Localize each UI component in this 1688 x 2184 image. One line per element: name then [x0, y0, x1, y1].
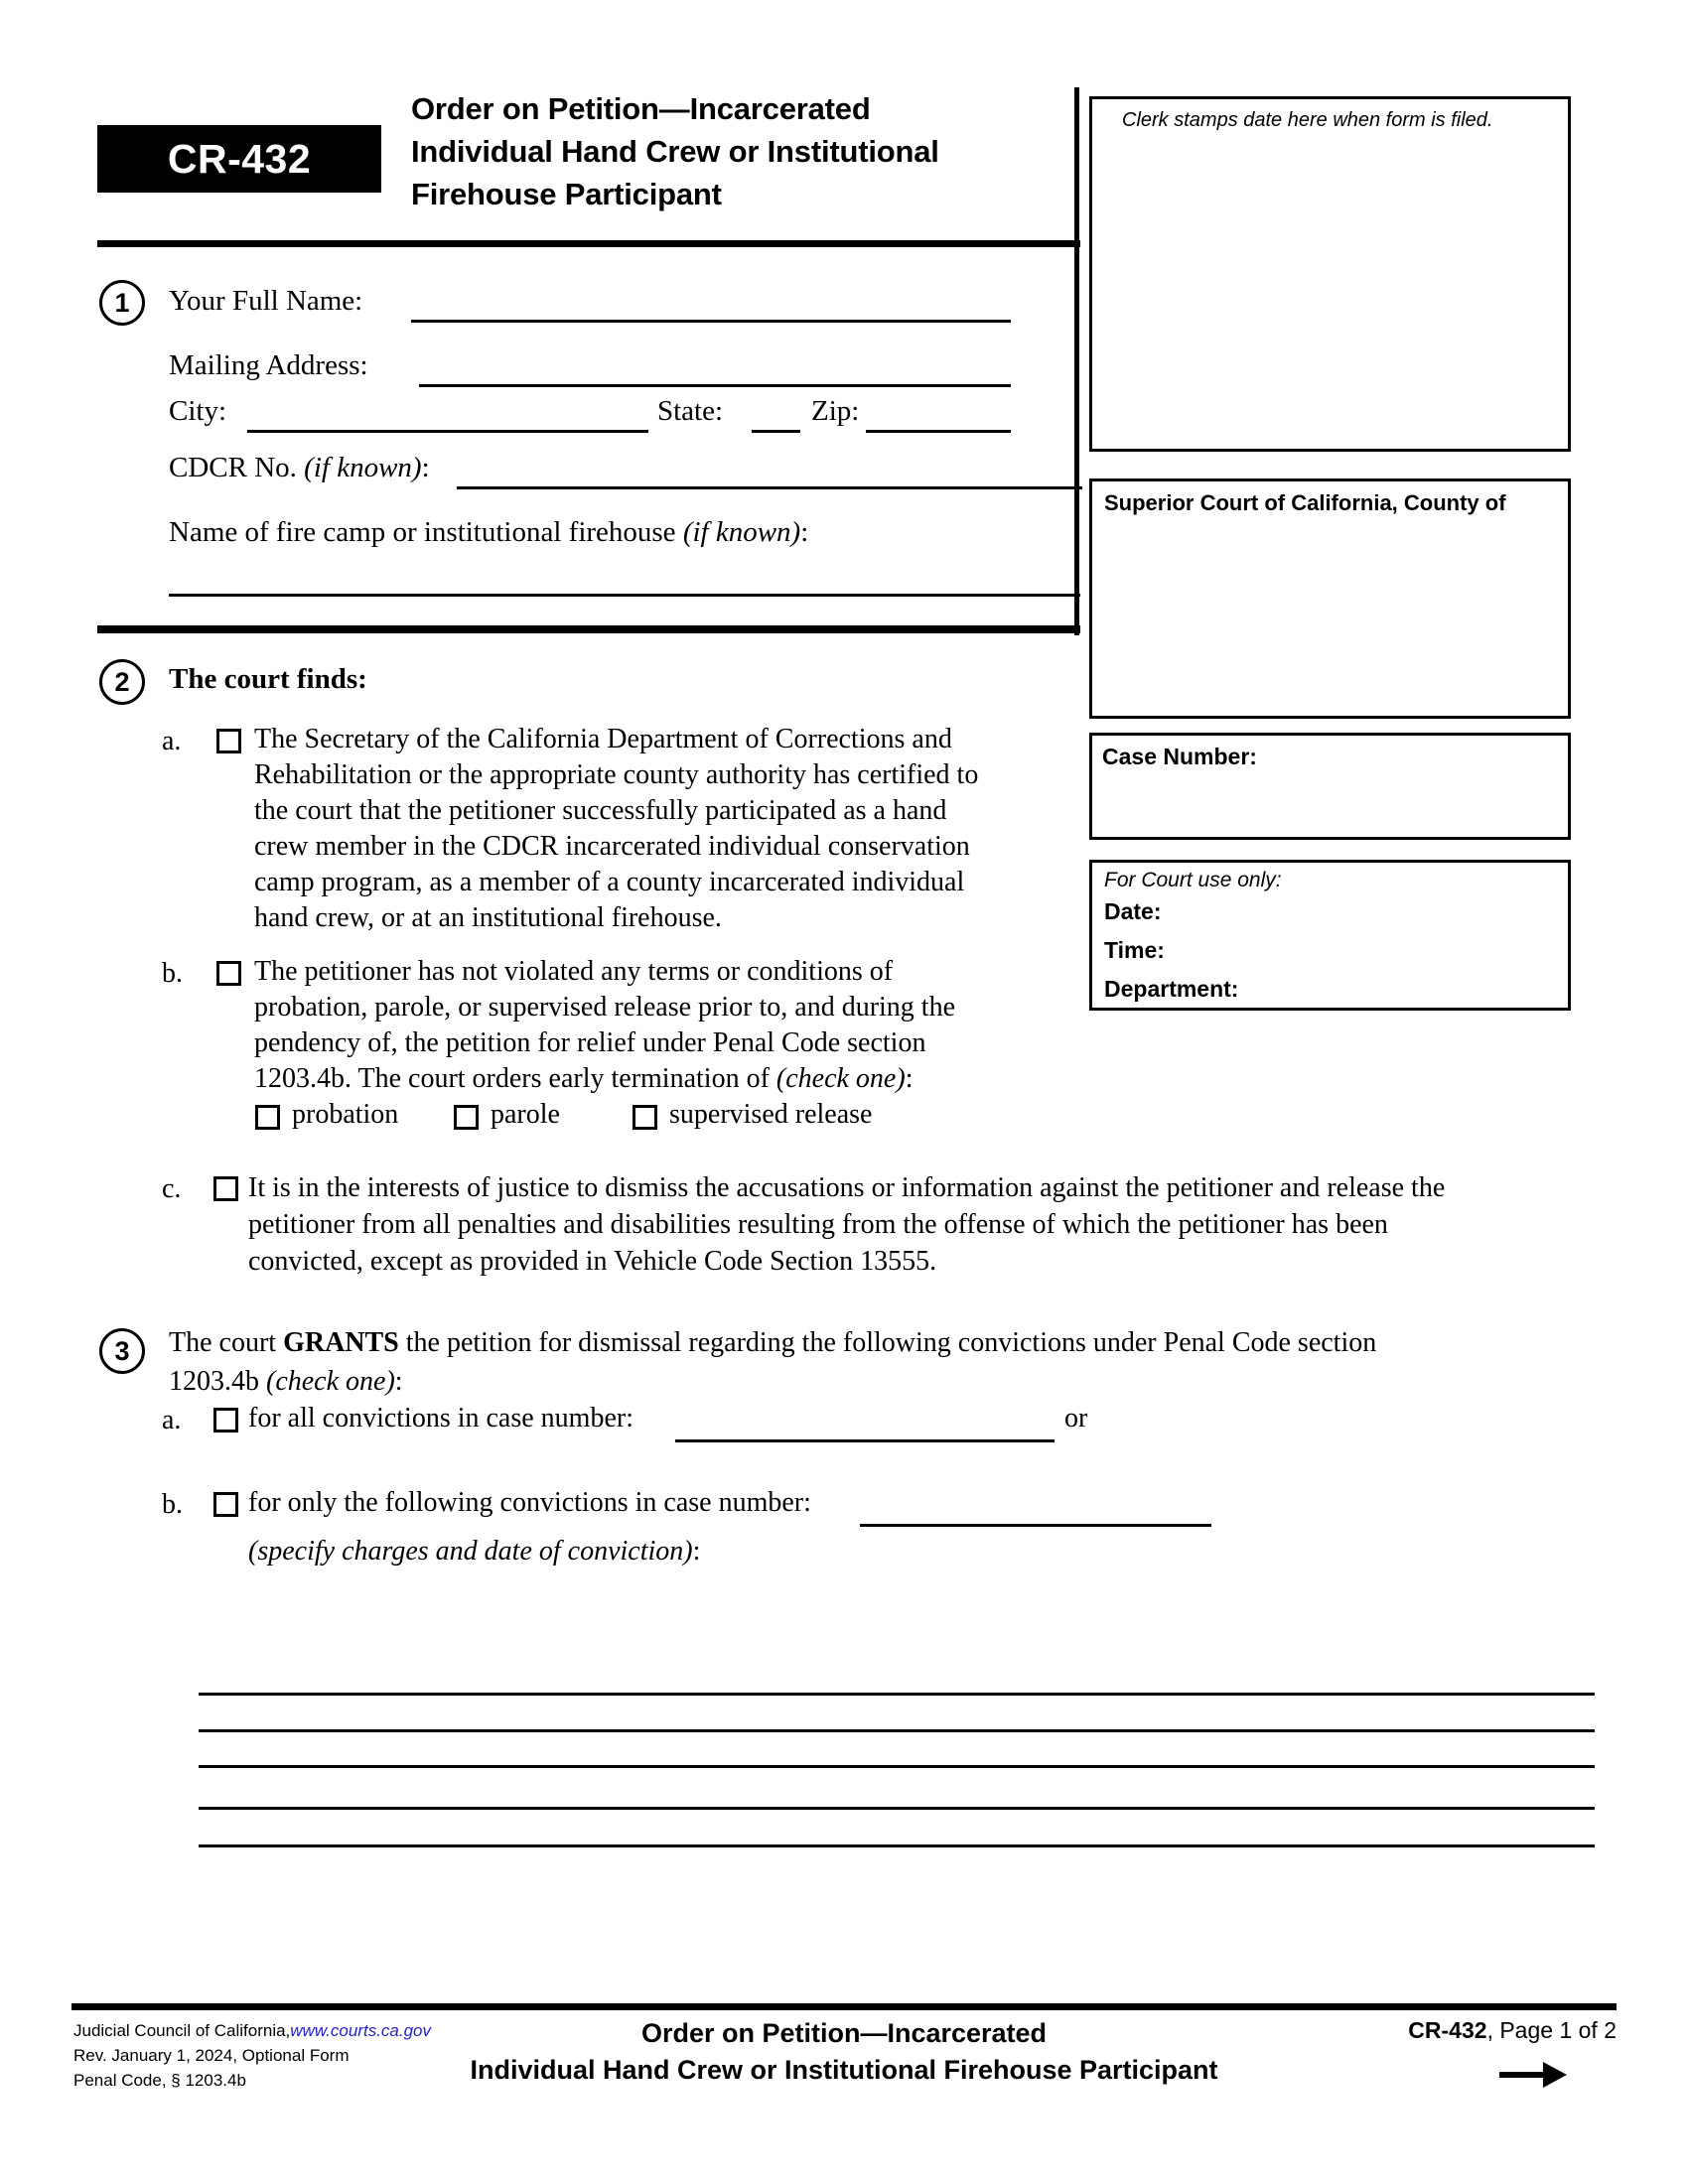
case-number-box[interactable] — [1089, 733, 1571, 840]
item-3-lead-line2-pre: 1203.4b — [169, 1366, 266, 1397]
footer-page-number: , Page 1 of 2 — [1486, 2017, 1617, 2043]
form-title-line-3: Firehouse Participant — [411, 177, 722, 211]
clerk-stamp-label: Clerk stamps date here when form is filed. — [1122, 109, 1493, 131]
cdcr-number-label-text: CDCR No. — [169, 452, 297, 483]
item-2a-line-5: camp program, as a member of a county incarcerated individual — [254, 867, 965, 897]
state-label: State: — [657, 395, 724, 427]
item-3b-specify-note-text: (specify charges and date of conviction) — [248, 1536, 693, 1567]
item-2b-option-parole-label: parole — [491, 1099, 560, 1130]
city-input[interactable] — [247, 430, 648, 433]
form-title-line-2: Individual Hand Crew or Institutional — [411, 134, 939, 169]
footer-page-block — [1301, 2017, 1617, 2044]
fire-camp-colon: : — [800, 516, 809, 548]
item-2b-check-one-colon: : — [905, 1063, 914, 1094]
footer-title-line-2: Individual Hand Crew or Institutional Firehouse Participant — [470, 2055, 1218, 2085]
zip-label: Zip: — [811, 395, 860, 427]
header-divider-rule — [97, 240, 1080, 247]
full-name-label: Your Full Name: — [169, 285, 363, 317]
item-3b-specify-note — [248, 1534, 700, 1570]
zip-input[interactable] — [866, 430, 1011, 433]
footer-divider-rule — [71, 2003, 1617, 2010]
item-2b-option-probation-checkbox[interactable] — [255, 1105, 280, 1130]
item-3b-letter: b. — [162, 1489, 183, 1520]
fire-camp-note: (if known) — [682, 516, 801, 548]
item-3b-blank-line-1[interactable] — [199, 1693, 1595, 1696]
item-3a-case-number-input[interactable] — [675, 1439, 1055, 1442]
footer-revision-line: Rev. January 1, 2024, Optional Form — [73, 2046, 350, 2065]
item-3b-blank-line-3[interactable] — [199, 1765, 1595, 1768]
for-court-use-box — [1089, 860, 1571, 1011]
item-2a-letter: a. — [162, 726, 182, 756]
page-title — [411, 87, 1076, 215]
fire-camp-label — [169, 516, 808, 549]
item-3-lead-line-2 — [169, 1362, 1599, 1401]
clerk-stamp-box — [1089, 96, 1571, 452]
section-divider-rule — [97, 625, 1080, 633]
fire-camp-input[interactable] — [169, 594, 1080, 597]
item-2-heading: The court finds: — [169, 663, 367, 695]
item-3a-text: for all convictions in case number: — [248, 1403, 633, 1433]
item-2a-line-3: the court that the petitioner successfully participated as a hand — [254, 795, 947, 826]
item-3-lead-post: the petition for dismissal regarding the following convictions under Penal Code section — [398, 1327, 1377, 1358]
superior-court-box[interactable] — [1089, 478, 1571, 719]
item-3b-blank-line-2[interactable] — [199, 1729, 1595, 1732]
item-2b-line-3: pendency of, the petition for relief under Penal Code section — [254, 1027, 926, 1058]
mailing-address-label: Mailing Address: — [169, 349, 368, 381]
superior-court-label: Superior Court of California, County of — [1104, 490, 1506, 515]
item-2c-line-1: It is in the interests of justice to dismiss the accusations or information against the petitioner and release the — [248, 1172, 1446, 1203]
case-number-label: Case Number: — [1102, 744, 1257, 769]
item-2b-option-supervised-release-label: supervised release — [669, 1099, 873, 1130]
footer-council-text: Judicial Council of California, — [73, 2021, 291, 2040]
city-label: City: — [169, 395, 227, 427]
item-2a-line-1: The Secretary of the California Department of Corrections and — [254, 724, 952, 754]
item-3a-letter: a. — [162, 1405, 182, 1435]
item-2a-text — [254, 722, 1049, 936]
item-2a-line-2: Rehabilitation or the appropriate county authority has certified to — [254, 759, 979, 790]
item-3-lead-line-1 — [169, 1323, 1599, 1362]
item-3b-case-number-input[interactable] — [860, 1524, 1211, 1527]
column-divider-rule — [1074, 87, 1079, 635]
item-2-number: 2 — [99, 659, 145, 705]
item-2b-text — [254, 954, 1068, 1097]
cdcr-number-label — [169, 452, 430, 484]
item-2c-letter: c. — [162, 1173, 182, 1204]
item-3-lead-text — [169, 1323, 1599, 1401]
courts-website-link[interactable]: www.courts.ca.gov — [290, 2021, 432, 2040]
item-2b-line-2: probation, parole, or supervised release prior to, and during the — [254, 992, 956, 1023]
next-page-arrow-icon — [1497, 2058, 1567, 2092]
court-use-date-label: Date: — [1104, 898, 1162, 924]
item-3a-or-label: or — [1064, 1403, 1088, 1433]
item-2a-line-6: hand crew, or at an institutional firehouse. — [254, 902, 722, 933]
item-2b-option-supervised-release-checkbox[interactable] — [633, 1105, 657, 1130]
footer-statute-line: Penal Code, § 1203.4b — [73, 2071, 246, 2090]
item-3a-checkbox[interactable] — [213, 1408, 238, 1433]
item-2c-checkbox[interactable] — [213, 1176, 238, 1201]
item-2b-line-4-text: 1203.4b. The court orders early termination of — [254, 1063, 776, 1094]
item-3-check-one-colon: : — [394, 1366, 403, 1397]
item-2b-option-probation-label: probation — [292, 1099, 399, 1130]
item-3-number: 3 — [99, 1328, 145, 1374]
item-3b-blank-line-4[interactable] — [199, 1807, 1595, 1810]
item-2c-line-2: petitioner from all penalties and disabilities resulting from the offense of which the petitioner has been — [248, 1209, 1388, 1240]
item-2a-line-4: crew member in the CDCR incarcerated individual conservation — [254, 831, 970, 862]
item-3b-blank-line-5[interactable] — [199, 1844, 1595, 1847]
cdcr-number-colon: : — [421, 452, 430, 483]
footer-title-line-1: Order on Petition—Incarcerated — [640, 2018, 1048, 2048]
item-2b-line-1: The petitioner has not violated any terms or conditions of — [254, 956, 894, 987]
item-3b-text: for only the following convictions in case number: — [248, 1487, 811, 1518]
item-2b-option-parole-checkbox[interactable] — [454, 1105, 479, 1130]
item-2a-checkbox[interactable] — [216, 729, 241, 753]
footer-form-code: CR-432 — [1408, 2017, 1487, 2043]
court-use-time-label: Time: — [1104, 937, 1165, 963]
item-2b-checkbox[interactable] — [216, 961, 241, 986]
item-2b-check-one-note: (check one) — [775, 1063, 906, 1094]
footer-title-block — [328, 2015, 1360, 2089]
cdcr-number-note: (if known) — [304, 452, 422, 483]
item-3-grants-word: GRANTS — [283, 1327, 399, 1358]
form-title-line-1: Order on Petition—Incarcerated — [411, 91, 871, 126]
state-input[interactable] — [752, 430, 800, 433]
item-2c-text — [248, 1169, 1599, 1280]
fire-camp-label-text: Name of fire camp or institutional firehouse — [169, 516, 676, 548]
item-2c-line-3: convicted, except as provided in Vehicle Code Section 13555. — [248, 1246, 937, 1277]
item-3-check-one-note: (check one) — [266, 1366, 395, 1397]
item-1-number: 1 — [99, 280, 145, 326]
cdcr-number-input[interactable] — [457, 486, 1082, 489]
item-3b-specify-colon: : — [692, 1536, 701, 1567]
court-use-heading: For Court use only: — [1104, 869, 1282, 891]
item-3-lead-pre: The court — [169, 1327, 284, 1358]
item-2b-letter: b. — [162, 958, 183, 989]
item-2b-line-4 — [254, 1061, 1068, 1097]
mailing-address-input[interactable] — [419, 384, 1011, 387]
court-use-department-label: Department: — [1104, 976, 1239, 1002]
item-3b-checkbox[interactable] — [213, 1492, 238, 1517]
full-name-input[interactable] — [411, 320, 1011, 323]
form-number-badge: CR-432 — [97, 125, 381, 193]
